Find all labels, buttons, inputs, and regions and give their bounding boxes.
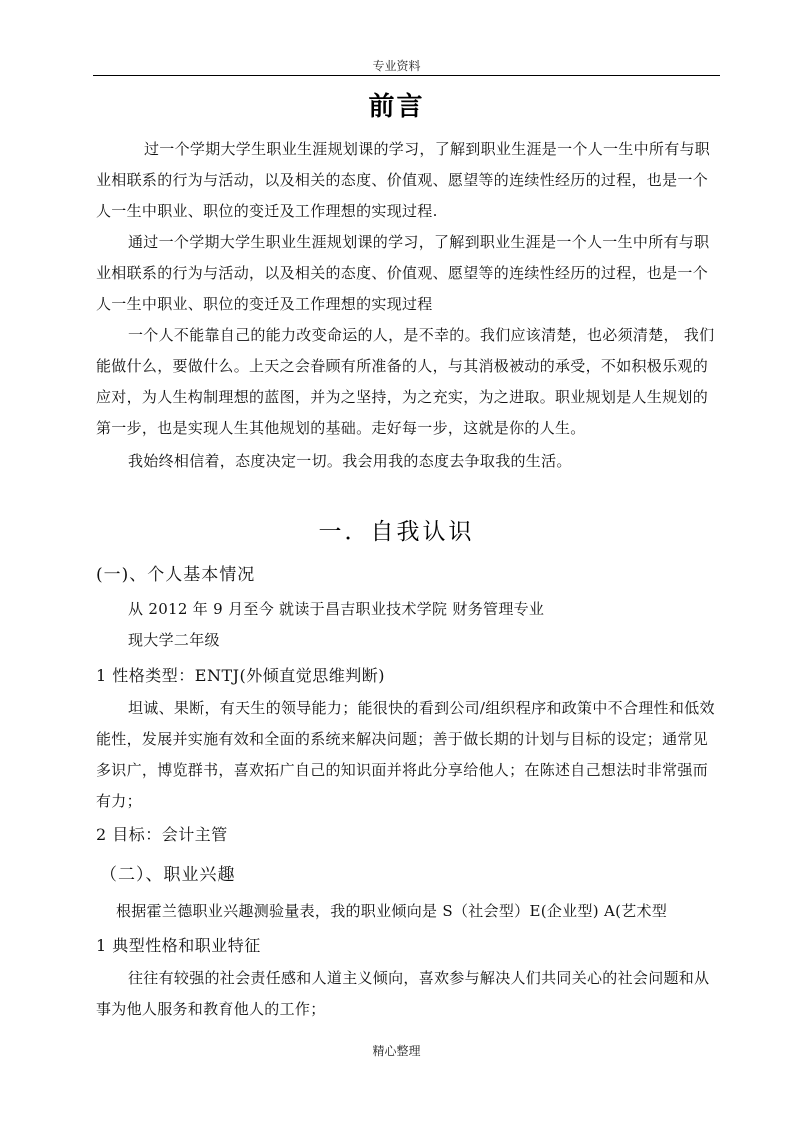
subheading-career-interest: （二）、职业兴趣: [100, 865, 236, 885]
subheading-basic-info: (一)、个人基本情况: [96, 565, 256, 585]
preface-paragraph-3: 一个人不能靠自己的能力改变命运的人，是不幸的。我们应该清楚，也必须清楚， 我们能做什么，要做什么。上天之会眷顾有所准备的人，与其消极被动的承受，不如积极乐观的应对，为人生构制理想的蓝图，并为之坚持，为之充实，为之进取。职业规划是人生规划的第一步，也是实现人生其他规划的基础。走好每一步，这就是你的人生。: [96, 326, 715, 437]
preface-paragraph-4: 我始终相信着，态度决定一切。我会用我的态度去争取我的生活。: [128, 452, 572, 470]
page-header: 专业资料: [372, 59, 421, 73]
personality-description: 坦诚、果断，有天生的领导能力；能很快的看到公司/组织程序和政策中不合理性和低效能性，发展并实施有效和全面的系统来解决问题；善于做长期的计划与目标的设定；通常见多识广，博览群书，喜欢拓广自己的知识面并将此分享给他人；在陈述自己想法时非常强而有力；: [96, 699, 715, 810]
heading-typical-traits: 1 典型性格和职业特征: [96, 936, 261, 955]
traits-description: 往往有较强的社会责任感和人道主义倾向，喜欢参与解决人们共同关心的社会问题和从事为他人服务和教育他人的工作；: [96, 969, 710, 1018]
preface-paragraph-1: 过一个学期大学生职业生涯规划课的学习，了解到职业生涯是一个人一生中所有与职业相联系的行为与活动，以及相关的态度、价值观、愿望等的连续性经历的过程，也是一个人一生中职业、职位的变迁及工作理想的实现过程.: [96, 140, 711, 220]
section-title-self-awareness: 一．自我认识: [318, 519, 475, 545]
preface-title: 前言: [368, 92, 425, 122]
heading-goal: 2 目标：会计主管: [96, 825, 228, 844]
heading-personality-type: 1 性格类型：ENTJ(外倾直觉思维判断): [96, 666, 386, 685]
info-line-grade: 现大学二年级: [128, 631, 220, 649]
preface-paragraph-2: 通过一个学期大学生职业生涯规划课的学习，了解到职业生涯是一个人一生中所有与职业相联系的行为与活动，以及相关的态度、价值观、愿望等的连续性经历的过程，也是一个人一生中职业、职位的变迁及工作理想的实现过程: [96, 233, 710, 313]
page-footer: 精心整理: [372, 1044, 421, 1058]
info-line-study: 从 2012 年 9 月至今 就读于昌吉职业技术学院 财务管理专业: [128, 600, 545, 618]
header-divider: [93, 75, 720, 76]
interest-result-line: 根据霍兰德职业兴趣测验量表，我的职业倾向是 S（社会型）E(企业型) A(艺术型: [116, 902, 668, 920]
